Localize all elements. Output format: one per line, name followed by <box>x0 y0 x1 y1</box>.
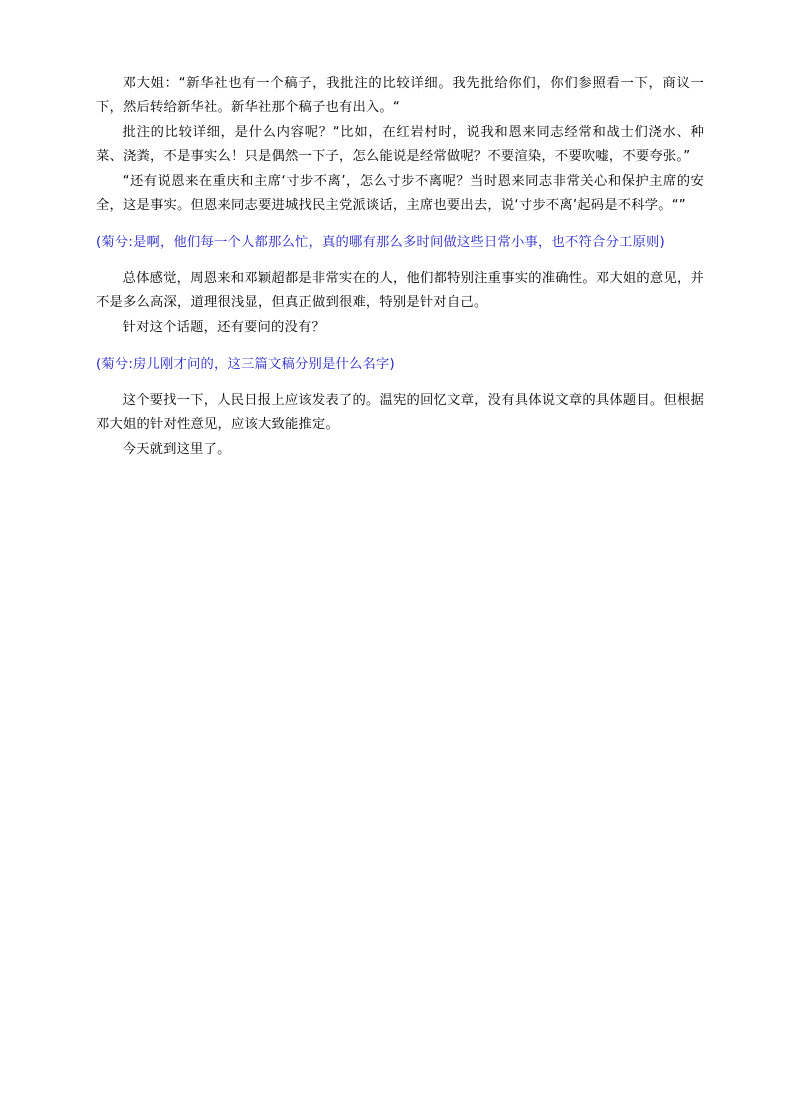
paragraph-juxi-comment-2: (菊兮:房儿刚才问的，这三篇文稿分别是什么名字) <box>96 357 395 372</box>
paragraph-overall-impression: 总体感觉，周恩来和邓颖超都是非常实在的人，他们都特别注重事实的准确性。邓大姐的意见，并不是多么高深，道理很浅显，但真正做到很难，特别是针对自己。 <box>96 271 704 310</box>
paragraph-deng-quote: 邓大姐：“新华社也有一个稿子，我批注的比较详细。我先批给你们，你们参照看一下，商议一下，然后转给新华社。新华社那个稿子也有出入。“ <box>96 76 704 115</box>
paragraph-answer-titles: 这个要找一下，人民日报上应该发表了的。温宪的回忆文章，没有具体说文章的具体题目。但根据邓大姐的针对性意见，应该大致能推定。 <box>96 393 704 432</box>
paragraph-any-questions: 针对这个话题，还有要问的没有？ <box>122 320 326 335</box>
paragraph-cunbubuli: “还有说恩来在重庆和主席‘寸步不离’，怎么寸步不离呢？当时恩来同志非常关心和保护主席的安全，这是事实。但恩来同志要进城找民主党派谈话，主席也要出去，说‘寸步不离’起码是不科学。“” <box>96 174 704 213</box>
paragraph-closing: 今天就到这里了。 <box>122 442 231 457</box>
document-body <box>96 72 704 463</box>
paragraph-annotation-detail: 批注的比较详细，是什么内容呢？“比如，在红岩村时，说我和恩来同志经常和战士们浇水、种菜、浇粪，不是事实么！只是偶然一下子，怎么能说是经常做呢？不要渲染，不要吹嘘，不要夸张。” <box>96 125 704 164</box>
paragraph-juxi-comment-1: (菊兮:是啊，他们每一个人都那么忙，真的哪有那么多时间做这些日常小事，也不符合分工原则) <box>96 235 665 250</box>
